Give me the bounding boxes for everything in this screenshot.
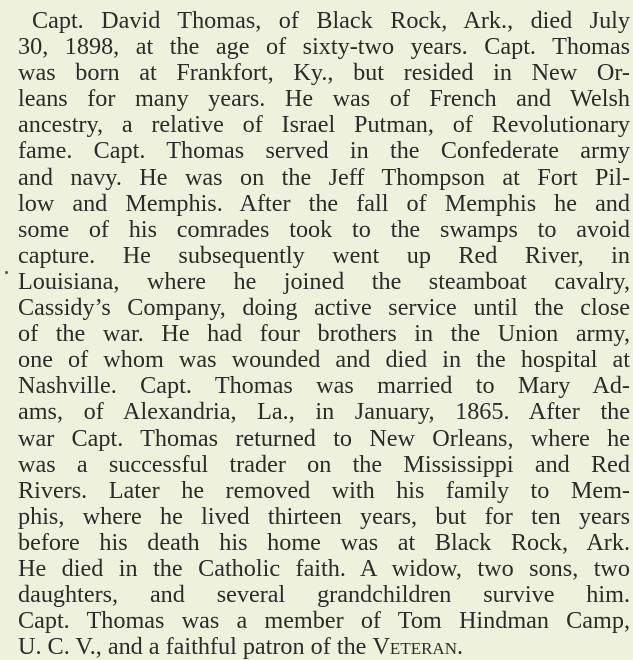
text-line: low and Memphis. After the fall of Memphis he and bbox=[18, 189, 630, 217]
text-line: was a successful trader on the Mississippi and Red bbox=[18, 450, 630, 478]
text-line: capture. He subsequently went up Red River, in bbox=[18, 241, 630, 269]
text-line: war Capt. Thomas returned to New Orleans, where he bbox=[18, 424, 630, 452]
text-line: He died in the Catholic faith. A widow, two sons, two bbox=[18, 554, 630, 582]
text-line: Cassidy’s Company, doing active service until the close bbox=[18, 294, 630, 322]
text-line-last bbox=[18, 634, 630, 660]
text-line: Capt. Thomas was a member of Tom Hindman Camp, bbox=[18, 607, 630, 635]
text-line: some of his comrades took to the swamps to avoid bbox=[18, 215, 630, 243]
text-line: and navy. He was on the Jeff Thompson at Fort Pil- bbox=[18, 163, 630, 191]
last-line-prefix: U. C. V., and a faithful patron of the bbox=[18, 633, 373, 660]
obituary-paragraph bbox=[18, 8, 630, 660]
text-line: Capt. David Thomas, of Black Rock, Ark., died July bbox=[32, 7, 630, 34]
last-line-suffix: . bbox=[456, 633, 464, 660]
text-line: leans for many years. He was of French and Welsh bbox=[18, 85, 630, 113]
text-line: fame. Capt. Thomas served in the Confederate army bbox=[18, 137, 630, 165]
veteran-smallcaps: Veteran bbox=[372, 633, 457, 660]
margin-mark bbox=[5, 271, 8, 274]
text-line: Louisiana, where he joined the steamboat cavalry, bbox=[18, 267, 630, 295]
text-line: daughters, and several grandchildren survive him. bbox=[18, 581, 630, 609]
text-line: Rivers. Later he removed with his family to Mem- bbox=[18, 476, 630, 504]
text-line: one of whom was wounded and died in the hospital at bbox=[18, 346, 630, 374]
text-line: 30, 1898, at the age of sixty-two years. Capt. Thomas bbox=[18, 33, 630, 61]
text-line: ancestry, a relative of Israel Putman, of Revolutionary bbox=[18, 111, 630, 139]
text-line: was born at Frankfort, Ky., but resided in New Or- bbox=[18, 59, 630, 87]
text-line: phis, where he lived thirteen years, but for ten years bbox=[18, 502, 630, 530]
text-line: of the war. He had four brothers in the Union army, bbox=[18, 320, 630, 348]
text-line: before his death his home was at Black Rock, Ark. bbox=[18, 528, 630, 556]
text-line: Nashville. Capt. Thomas was married to Mary Ad- bbox=[18, 372, 630, 400]
text-line: ams, of Alexandria, La., in January, 1865. After the bbox=[18, 398, 630, 426]
